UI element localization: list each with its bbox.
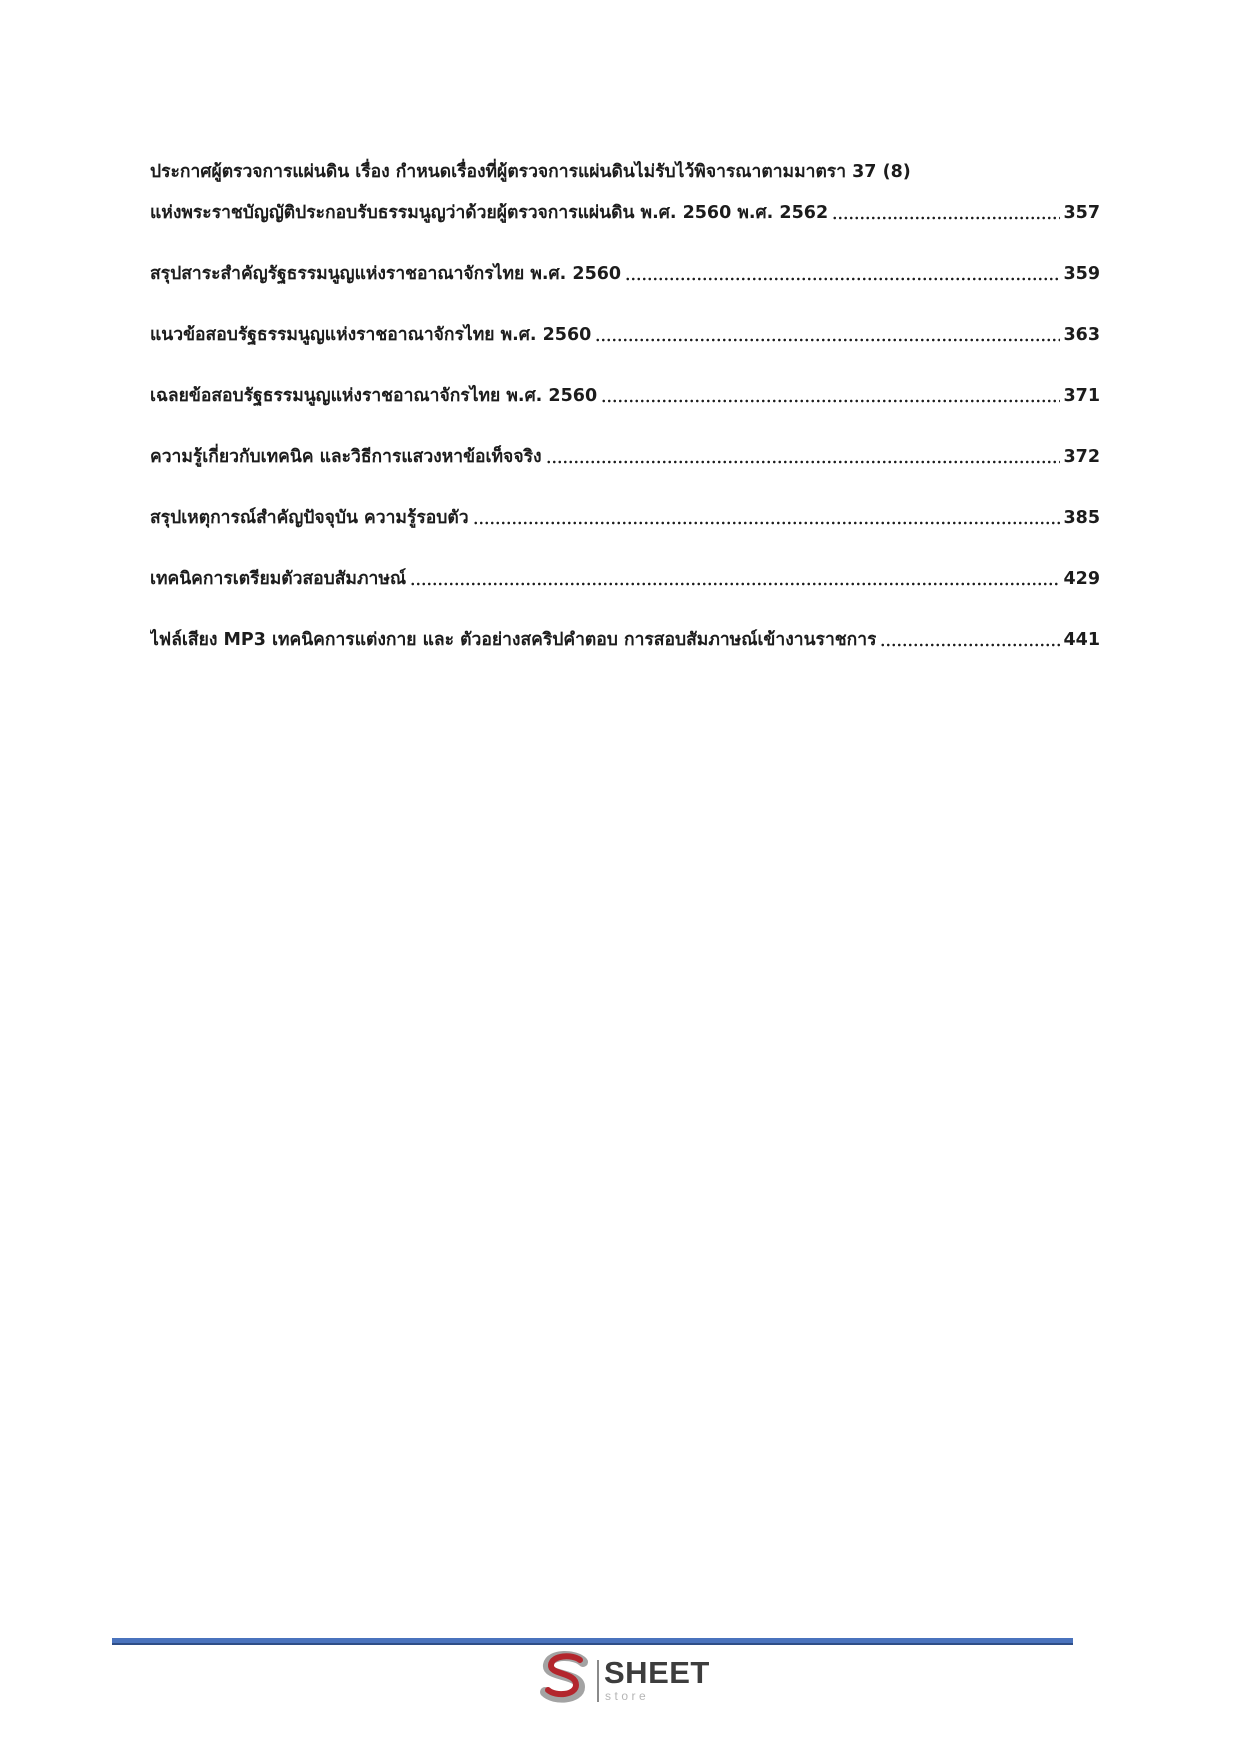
toc-page-number[interactable]: 385 — [1063, 508, 1100, 528]
toc-entry[interactable] — [150, 152, 1100, 234]
toc-entry-title[interactable]: แห่งพระราชบัญญัติประกอบรับธรรมนูญว่าด้วยผู้ตรวจการแผ่นดิน พ.ศ. 2560 พ.ศ. 2562 — [150, 203, 829, 223]
toc-entry[interactable] — [150, 254, 1100, 295]
toc-entry-title[interactable]: ไฟล์เสียง MP3 เทคนิคการแต่งกาย และ ตัวอย่างสคริปคำตอบ การสอบสัมภาษณ์เข้างานราชการ — [150, 630, 877, 650]
toc-entry[interactable] — [150, 559, 1100, 600]
toc-page-number[interactable]: 441 — [1063, 630, 1100, 650]
toc-entry[interactable] — [150, 437, 1100, 478]
toc-entry[interactable] — [150, 315, 1100, 356]
toc-row[interactable] — [150, 254, 1100, 295]
toc-page-number[interactable]: 363 — [1063, 325, 1100, 345]
sheet-store-s-logo-icon — [536, 1650, 594, 1704]
dot-leader — [546, 460, 1061, 464]
toc-row[interactable] — [150, 498, 1100, 539]
dot-leader — [832, 216, 1060, 220]
toc-entry-title[interactable]: เฉลยข้อสอบรัฐธรรมนูญแห่งราชอาณาจักรไทย พ.ศ. 2560 — [150, 386, 598, 406]
toc-page-number[interactable]: 371 — [1063, 386, 1100, 406]
toc-entry-title[interactable]: แนวข้อสอบรัฐธรรมนูญแห่งราชอาณาจักรไทย พ.ศ. 2560 — [150, 325, 592, 345]
dot-leader — [595, 338, 1060, 342]
toc-row[interactable] — [150, 437, 1100, 478]
toc-row[interactable] — [150, 152, 1100, 193]
toc-entry-title[interactable]: เทคนิคการเตรียมตัวสอบสัมภาษณ์ — [150, 569, 407, 589]
dot-leader — [601, 399, 1060, 403]
dot-leader — [625, 277, 1060, 281]
dot-leader — [880, 643, 1060, 647]
toc-row[interactable] — [150, 376, 1100, 417]
toc-page-number[interactable]: 372 — [1063, 447, 1100, 467]
toc-entry-title[interactable]: สรุปสาระสำคัญรัฐธรรมนูญแห่งราชอาณาจักรไทย พ.ศ. 2560 — [150, 264, 622, 284]
dot-leader — [410, 582, 1060, 586]
toc-entry-title[interactable]: ความรู้เกี่ยวกับเทคนิค และวิธีการแสวงหาข้อเท็จจริง — [150, 447, 542, 467]
toc-entry-title[interactable]: สรุปเหตุการณ์สำคัญปัจจุบัน ความรู้รอบตัว — [150, 508, 469, 528]
toc-entry[interactable] — [150, 620, 1100, 661]
toc-page-number[interactable]: 429 — [1063, 569, 1100, 589]
footer-rule — [112, 1638, 1073, 1645]
toc-entry[interactable] — [150, 498, 1100, 539]
toc-page-number[interactable]: 357 — [1063, 203, 1100, 223]
toc-row[interactable] — [150, 620, 1100, 661]
logo-brand-text: SHEET — [604, 1655, 710, 1690]
toc-entry[interactable] — [150, 376, 1100, 417]
logo-divider — [597, 1660, 599, 1702]
toc-entry-title[interactable]: ประกาศผู้ตรวจการแผ่นดิน เรื่อง กำหนดเรื่องที่ผู้ตรวจการแผ่นดินไม่รับไว้พิจารณาตามมาตรา 37 (8) — [150, 162, 911, 182]
toc-row[interactable] — [150, 193, 1100, 234]
toc-row[interactable] — [150, 315, 1100, 356]
toc-page-number[interactable]: 359 — [1063, 264, 1100, 284]
dot-leader — [473, 521, 1061, 525]
logo-sub-text: store — [605, 1689, 650, 1703]
table-of-contents — [150, 152, 1100, 661]
toc-row[interactable] — [150, 559, 1100, 600]
